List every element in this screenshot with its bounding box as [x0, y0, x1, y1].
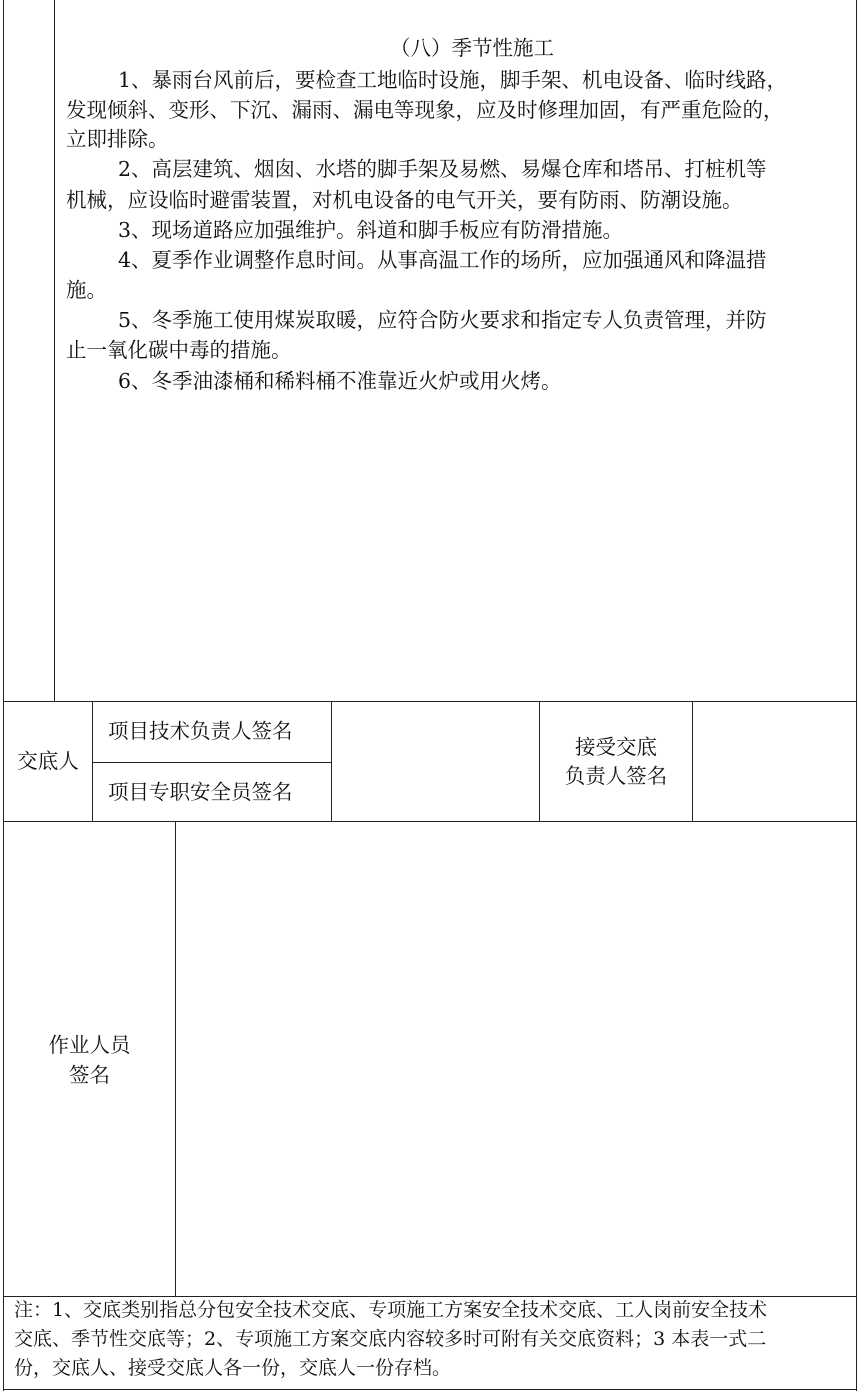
content-bottom-divider — [3, 701, 857, 702]
section-heading: （八）季节性施工 — [390, 36, 554, 60]
receiver-right-divider — [692, 701, 693, 822]
content-line-9: 5、冬季施工使用煤炭取暖，应符合防火要求和指定专人负责管理，并防 — [118, 308, 767, 332]
content-line-4: 2、高层建筑、烟囱、水塔的脚手架及易燃、易爆仓库和塔吊、打桩机等 — [118, 157, 767, 181]
footnote-line-3: 份，交底人、接受交底人各一份，交底人一份存档。 — [14, 1357, 452, 1379]
content-line-3: 立即排除。 — [66, 127, 169, 151]
receiver-label-line1: 接受交底 — [575, 735, 657, 759]
content-line-11: 6、冬季油漆桶和稀料桶不准靠近火炉或用火烤。 — [118, 369, 562, 393]
workers-label-line2: 签名 — [69, 1063, 110, 1087]
footnote-line-1: 注：1、交底类别指总分包安全技术交底、专项施工方案安全技术交底、工人岗前安全技术 — [14, 1299, 768, 1321]
receiver-label-line2: 负责人签名 — [564, 764, 668, 788]
footnote — [14, 1296, 850, 1383]
footnote-line-2: 交底、季节性交底等；2、专项施工方案交底内容较多时可附有关交底资料；3 本表一式二 — [14, 1328, 767, 1350]
content-line-7: 4、夏季作业调整作息时间。从事高温工作的场所，应加强通风和降温措 — [118, 248, 767, 272]
bottom-border — [3, 1389, 857, 1390]
outer-right-border — [856, 0, 857, 1391]
content-line-8: 施。 — [66, 278, 107, 302]
content-left-divider — [54, 0, 55, 701]
signer-label-divider — [331, 701, 332, 822]
workers-signature-field[interactable] — [177, 823, 855, 1295]
workers-divider — [175, 821, 176, 1296]
tech-lead-signature-field[interactable] — [333, 703, 538, 761]
content-line-2: 发现倾斜、变形、下沉、漏雨、漏电等现象，应及时修理加固，有严重危险的， — [66, 98, 784, 122]
outer-left-border — [3, 0, 4, 1391]
receiver-signature-field[interactable] — [694, 703, 855, 820]
content-line-6: 3、现场道路应加强维护。斜道和脚手板应有防滑措施。 — [118, 218, 624, 242]
safety-officer-signature-field[interactable] — [333, 764, 538, 820]
discloser-label: 交底人 — [17, 749, 79, 773]
tech-lead-label: 项目技术负责人签名 — [108, 719, 293, 743]
content-line-10: 止一氧化碳中毒的措施。 — [66, 338, 292, 362]
signatures-bottom-divider — [3, 821, 857, 822]
content-line-5: 机械，应设临时避雷装置，对机电设备的电气开关，要有防雨、防潮设施。 — [66, 188, 743, 212]
safety-officer-label: 项目专职安全员签名 — [108, 780, 293, 804]
signer-row-divider — [92, 762, 332, 763]
content-line-1: 1、暴雨台风前后，要检查工地临时设施，脚手架、机电设备、临时线路， — [118, 68, 788, 92]
workers-label-line1: 作业人员 — [48, 1033, 131, 1057]
